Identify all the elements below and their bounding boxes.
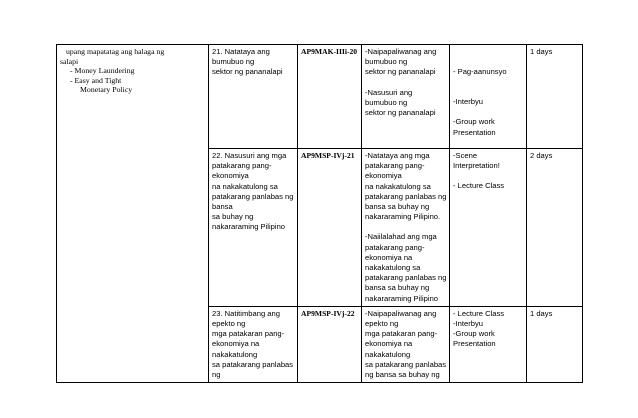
content-line: salapi [60,56,79,66]
activities-cell [450,149,527,307]
competency-line: patakarang panlabas ng [212,191,294,201]
competency-line: ekonomiya [212,171,249,181]
objective-line: patakarang pang- [365,242,425,252]
activity-line: -Scene [453,151,478,160]
competency-line: bumubuo ng [212,57,255,67]
objective-line: mga patakaran pang- [365,329,438,339]
competency-line: patakarang pang- [212,161,272,171]
days-cell: 1 days [527,306,583,382]
competency-line: nakakatulong [212,349,258,359]
code-cell: AP9MSP-IVj-21 [298,149,362,307]
objective-line: nakararaming Pilipino. [365,212,441,222]
objective-line: ekonomiya [365,171,402,181]
objective-line: na nakakatulong sa [365,181,431,191]
objective-line: bumubuo ng [365,97,408,107]
content-line: - Easy and Tight [70,75,122,85]
code-cell: AP9MSP-IVj-22 [298,306,362,382]
competency-line: nakararaming Pilipino [212,222,286,232]
objective-line: epekto ng [365,319,399,329]
competency-cell [209,149,298,307]
competency-line: mga patakaran pang- [212,329,285,339]
competency-line: sa patakarang panlabas [212,359,294,369]
objective-line: nakakatulong sa [365,263,421,273]
objective-line: bansa sa buhay ng [365,283,430,293]
objective-line: patakarang panlabas ng [365,273,447,283]
competency-line: sektor ng pananalapi [212,67,283,77]
activity-line: -Interbyu [453,319,483,329]
objective-line: -Naiilalahad ang mga [365,232,437,242]
days-cell: 2 days [527,149,583,307]
days-cell: 1 days [527,45,583,149]
table-row [57,45,583,149]
objective-line: -Nasusuri ang [365,87,413,97]
activities-cell [450,45,527,149]
objective-line: -Naipapaliwanag ang [365,47,437,56]
objective-line: patakarang panlabas ng [365,191,447,201]
content-line: - Money Laundering [70,66,135,76]
competency-line: 22. Nasusuri ang mga [212,151,287,160]
activity-line: -Interbyu [453,97,483,107]
competency-line: 21. Natataya ang [212,47,270,56]
objective-line: ng bansa sa buhay ng [365,370,440,380]
content-line: upang mapatatag ang halaga ng [66,47,165,56]
activity-line: Presentation [453,339,496,349]
competency-line: bansa [212,202,233,212]
activity-line: -Group work [453,117,495,127]
activity-line: Presentation [453,127,496,137]
competency-line: epekto ng [212,319,246,329]
competency-line: 23. Natitimbang ang [212,308,280,318]
competency-line: ekonomiya na [212,339,260,349]
activity-line: - Lecture Class [453,308,505,318]
curriculum-table [56,44,583,383]
objective-line: nakararaming Pilipino [365,293,439,303]
activities-cell [450,306,527,382]
content-cell [57,45,209,383]
activity-line: - Lecture Class [453,181,505,191]
competency-line: ng [212,370,221,380]
activity-line: - Pag-aanunsyo [453,67,507,76]
objectives-cell [362,149,450,307]
objective-line: -Naipapaliwanag ang [365,308,437,318]
activity-line: -Group work [453,329,495,339]
objective-line: sektor ng pananalapi [365,67,436,77]
activity-line: Interpretation! [453,161,500,171]
objective-line: -Natataya ang mga [365,151,430,160]
competency-line: na nakakatulong sa [212,181,278,191]
objective-line: ekonomiya na [365,339,413,349]
competency-line: sa buhay ng [212,212,254,222]
objective-line: sektor ng pananalapi [365,108,436,118]
objective-line: sa patakarang panlabas [365,359,447,369]
objectives-cell [362,306,450,382]
objective-line: ekonomiya na [365,252,413,262]
objective-line: bansa sa buhay ng [365,202,430,212]
competency-cell [209,45,298,149]
objective-line: bumubuo ng [365,57,408,67]
code-cell: AP9MAK-IIIi-20 [298,45,362,149]
content-line: Monetary Policy [80,85,133,95]
objective-line: patakarang pang- [365,161,425,171]
competency-cell [209,306,298,382]
objective-line: nakakatulong [365,349,411,359]
objectives-cell [362,45,450,149]
